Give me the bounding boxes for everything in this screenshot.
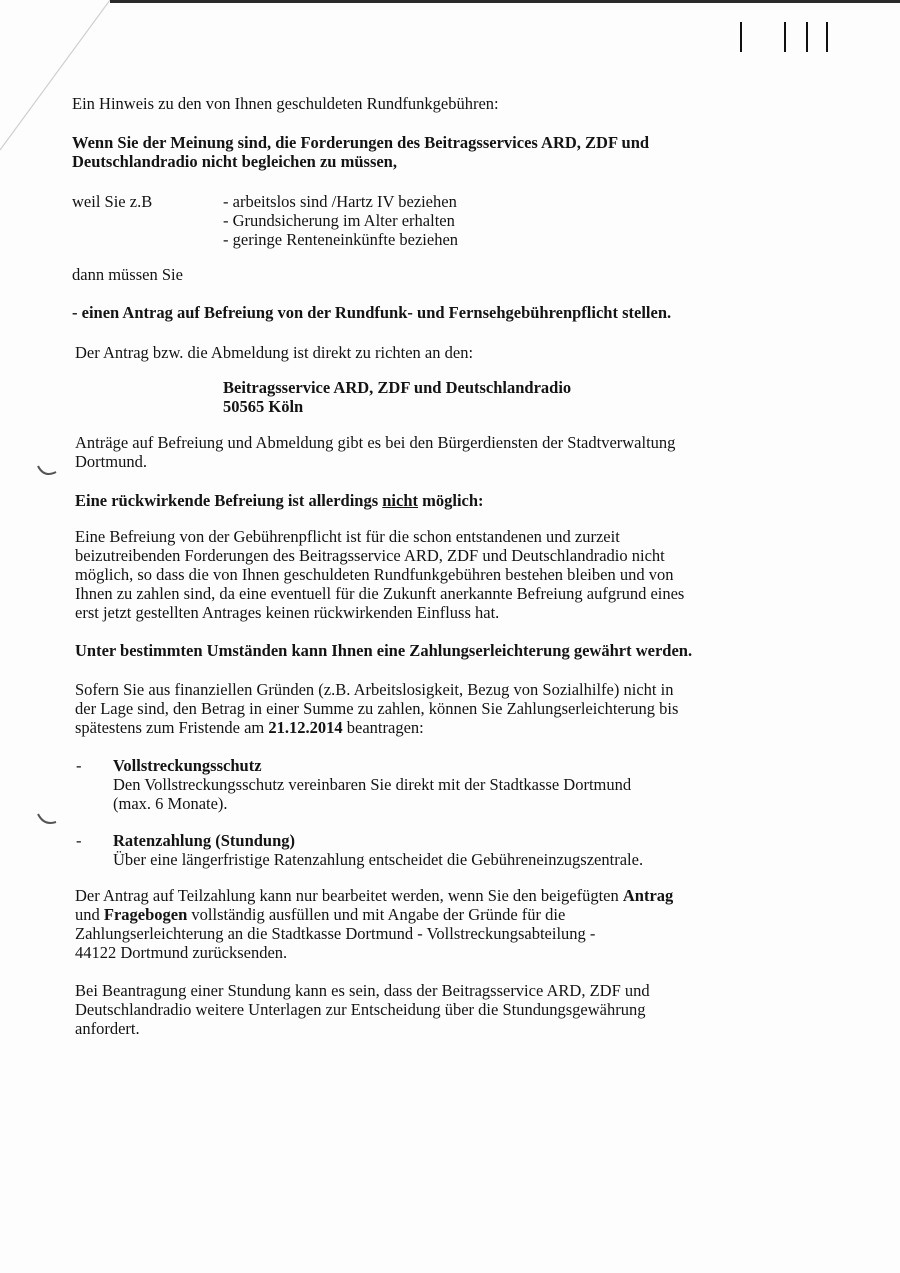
relief-paragraph bbox=[75, 680, 678, 737]
forms-line-2: Dortmund. bbox=[75, 452, 147, 471]
exemption-line: erst jetzt gestellten Antrages keinen rückwirkenden Einfluss hat. bbox=[75, 603, 500, 622]
retro-after: möglich: bbox=[418, 491, 484, 510]
option-line: Über eine längerfristige Ratenzahlung entscheidet die Gebühreneinzugszentrale. bbox=[113, 850, 644, 869]
recipient-address bbox=[223, 378, 571, 416]
because-label: weil Sie z.B bbox=[72, 192, 153, 211]
option-line: Den Vollstreckungsschutz vereinbaren Sie direkt mit der Stadtkasse Dortmund bbox=[113, 775, 632, 794]
retro-before: Eine rückwirkende Befreiung ist allerdings bbox=[75, 491, 383, 510]
punch-hole-mark-bottom bbox=[34, 800, 66, 832]
direct-to-line: Der Antrag bzw. die Abmeldung ist direkt zu richten an den: bbox=[75, 343, 474, 362]
address-line-2: 50565 Köln bbox=[223, 397, 304, 416]
reason-item: - Grundsicherung im Alter erhalten bbox=[223, 211, 455, 230]
closing-paragraph bbox=[75, 981, 650, 1038]
installment-line-4: 44122 Dortmund zurücksenden. bbox=[75, 943, 288, 962]
forms-paragraph bbox=[75, 433, 675, 471]
scan-top-edge bbox=[110, 0, 900, 3]
address-line-1: Beitragsservice ARD, ZDF und Deutschlandradio bbox=[223, 378, 572, 397]
retro-heading bbox=[75, 491, 484, 510]
forms-line-1: Anträge auf Befreiung und Abmeldung gibt es bei den Bürgerdiensten der Stadtverwaltung bbox=[75, 433, 676, 452]
exemption-paragraph bbox=[75, 527, 684, 622]
closing-line: Bei Beantragung einer Stundung kann es sein, dass der Beitragsservice ARD, ZDF und bbox=[75, 981, 650, 1000]
questionnaire-reference: Fragebogen bbox=[103, 905, 188, 924]
intro-line: Ein Hinweis zu den von Ihnen geschuldeten Rundfunkgebühren: bbox=[72, 94, 499, 113]
scan-barcode-marks bbox=[738, 22, 838, 54]
installment-paragraph bbox=[75, 886, 673, 962]
installment-line-3: Zahlungserleichterung an die Stadtkasse Dortmund - Vollstreckungsabteilung - bbox=[75, 924, 596, 943]
deadline-date: 21.12.2014 bbox=[268, 718, 343, 737]
reasons-list bbox=[223, 192, 458, 249]
relief-line-2: der Lage sind, den Betrag in einer Summe zu zahlen, können Sie Zahlungserleichterung bis bbox=[75, 699, 679, 718]
option-title: Ratenzahlung (Stundung) bbox=[113, 831, 296, 850]
reason-item: - arbeitslos sind /Hartz IV beziehen bbox=[223, 192, 457, 211]
headline-line-1: Wenn Sie der Meinung sind, die Forderungen des Beitragsservices ARD, ZDF und bbox=[72, 133, 650, 152]
retro-underlined: nicht bbox=[382, 491, 419, 510]
action-line: - einen Antrag auf Befreiung von der Rundfunk- und Fernsehgebührenpflicht stellen. bbox=[72, 303, 672, 322]
option-title: Vollstreckungsschutz bbox=[113, 756, 262, 775]
installment-line-1 bbox=[75, 886, 673, 905]
exemption-line: möglich, so dass die von Ihnen geschuldeten Rundfunkgebühren bestehen bleiben und von bbox=[75, 565, 674, 584]
relief-line-3-end: beantragen: bbox=[342, 718, 424, 737]
installment-line-2 bbox=[75, 905, 673, 924]
form-reference: Antrag bbox=[622, 886, 674, 905]
option-dash: - bbox=[76, 756, 82, 775]
option-installment bbox=[113, 831, 643, 869]
installment-text: Der Antrag auf Teilzahlung kann nur bearbeitet werden, wenn Sie den beigefügten bbox=[75, 886, 623, 905]
punch-hole-mark-top bbox=[34, 450, 66, 482]
headline bbox=[72, 133, 649, 171]
installment-text: vollständig ausfüllen und mit Angabe der Gründe für die bbox=[187, 905, 566, 924]
exemption-line: beizutreibenden Forderungen des Beitragsservice ARD, ZDF und Deutschlandradio nicht bbox=[75, 546, 665, 565]
reason-item: - geringe Renteneinkünfte beziehen bbox=[223, 230, 459, 249]
exemption-line: Eine Befreiung von der Gebührenpflicht ist für die schon entstandenen und zurzeit bbox=[75, 527, 620, 546]
then-label: dann müssen Sie bbox=[72, 265, 183, 284]
closing-line: Deutschlandradio weitere Unterlagen zur Entscheidung über die Stundungsgewährung bbox=[75, 1000, 646, 1019]
option-dash: - bbox=[76, 831, 82, 850]
exemption-line: Ihnen zu zahlen sind, da eine eventuell für die Zukunft anerkannte Befreiung aufgrund eines bbox=[75, 584, 685, 603]
relief-line-3-text: spätestens zum Fristende am bbox=[75, 718, 269, 737]
option-enforcement-protection bbox=[113, 756, 631, 813]
closing-line: anfordert. bbox=[75, 1019, 140, 1038]
relief-line-1: Sofern Sie aus finanziellen Gründen (z.B. Arbeitslosigkeit, Bezug von Sozialhilfe) nicht in bbox=[75, 680, 674, 699]
headline-line-2: Deutschlandradio nicht begleichen zu müssen, bbox=[72, 152, 397, 171]
option-line: (max. 6 Monate). bbox=[113, 794, 228, 813]
relief-heading: Unter bestimmten Umständen kann Ihnen eine Zahlungserleichterung gewährt werden. bbox=[75, 641, 693, 660]
relief-line-3 bbox=[75, 718, 678, 737]
installment-text: und bbox=[75, 905, 104, 924]
